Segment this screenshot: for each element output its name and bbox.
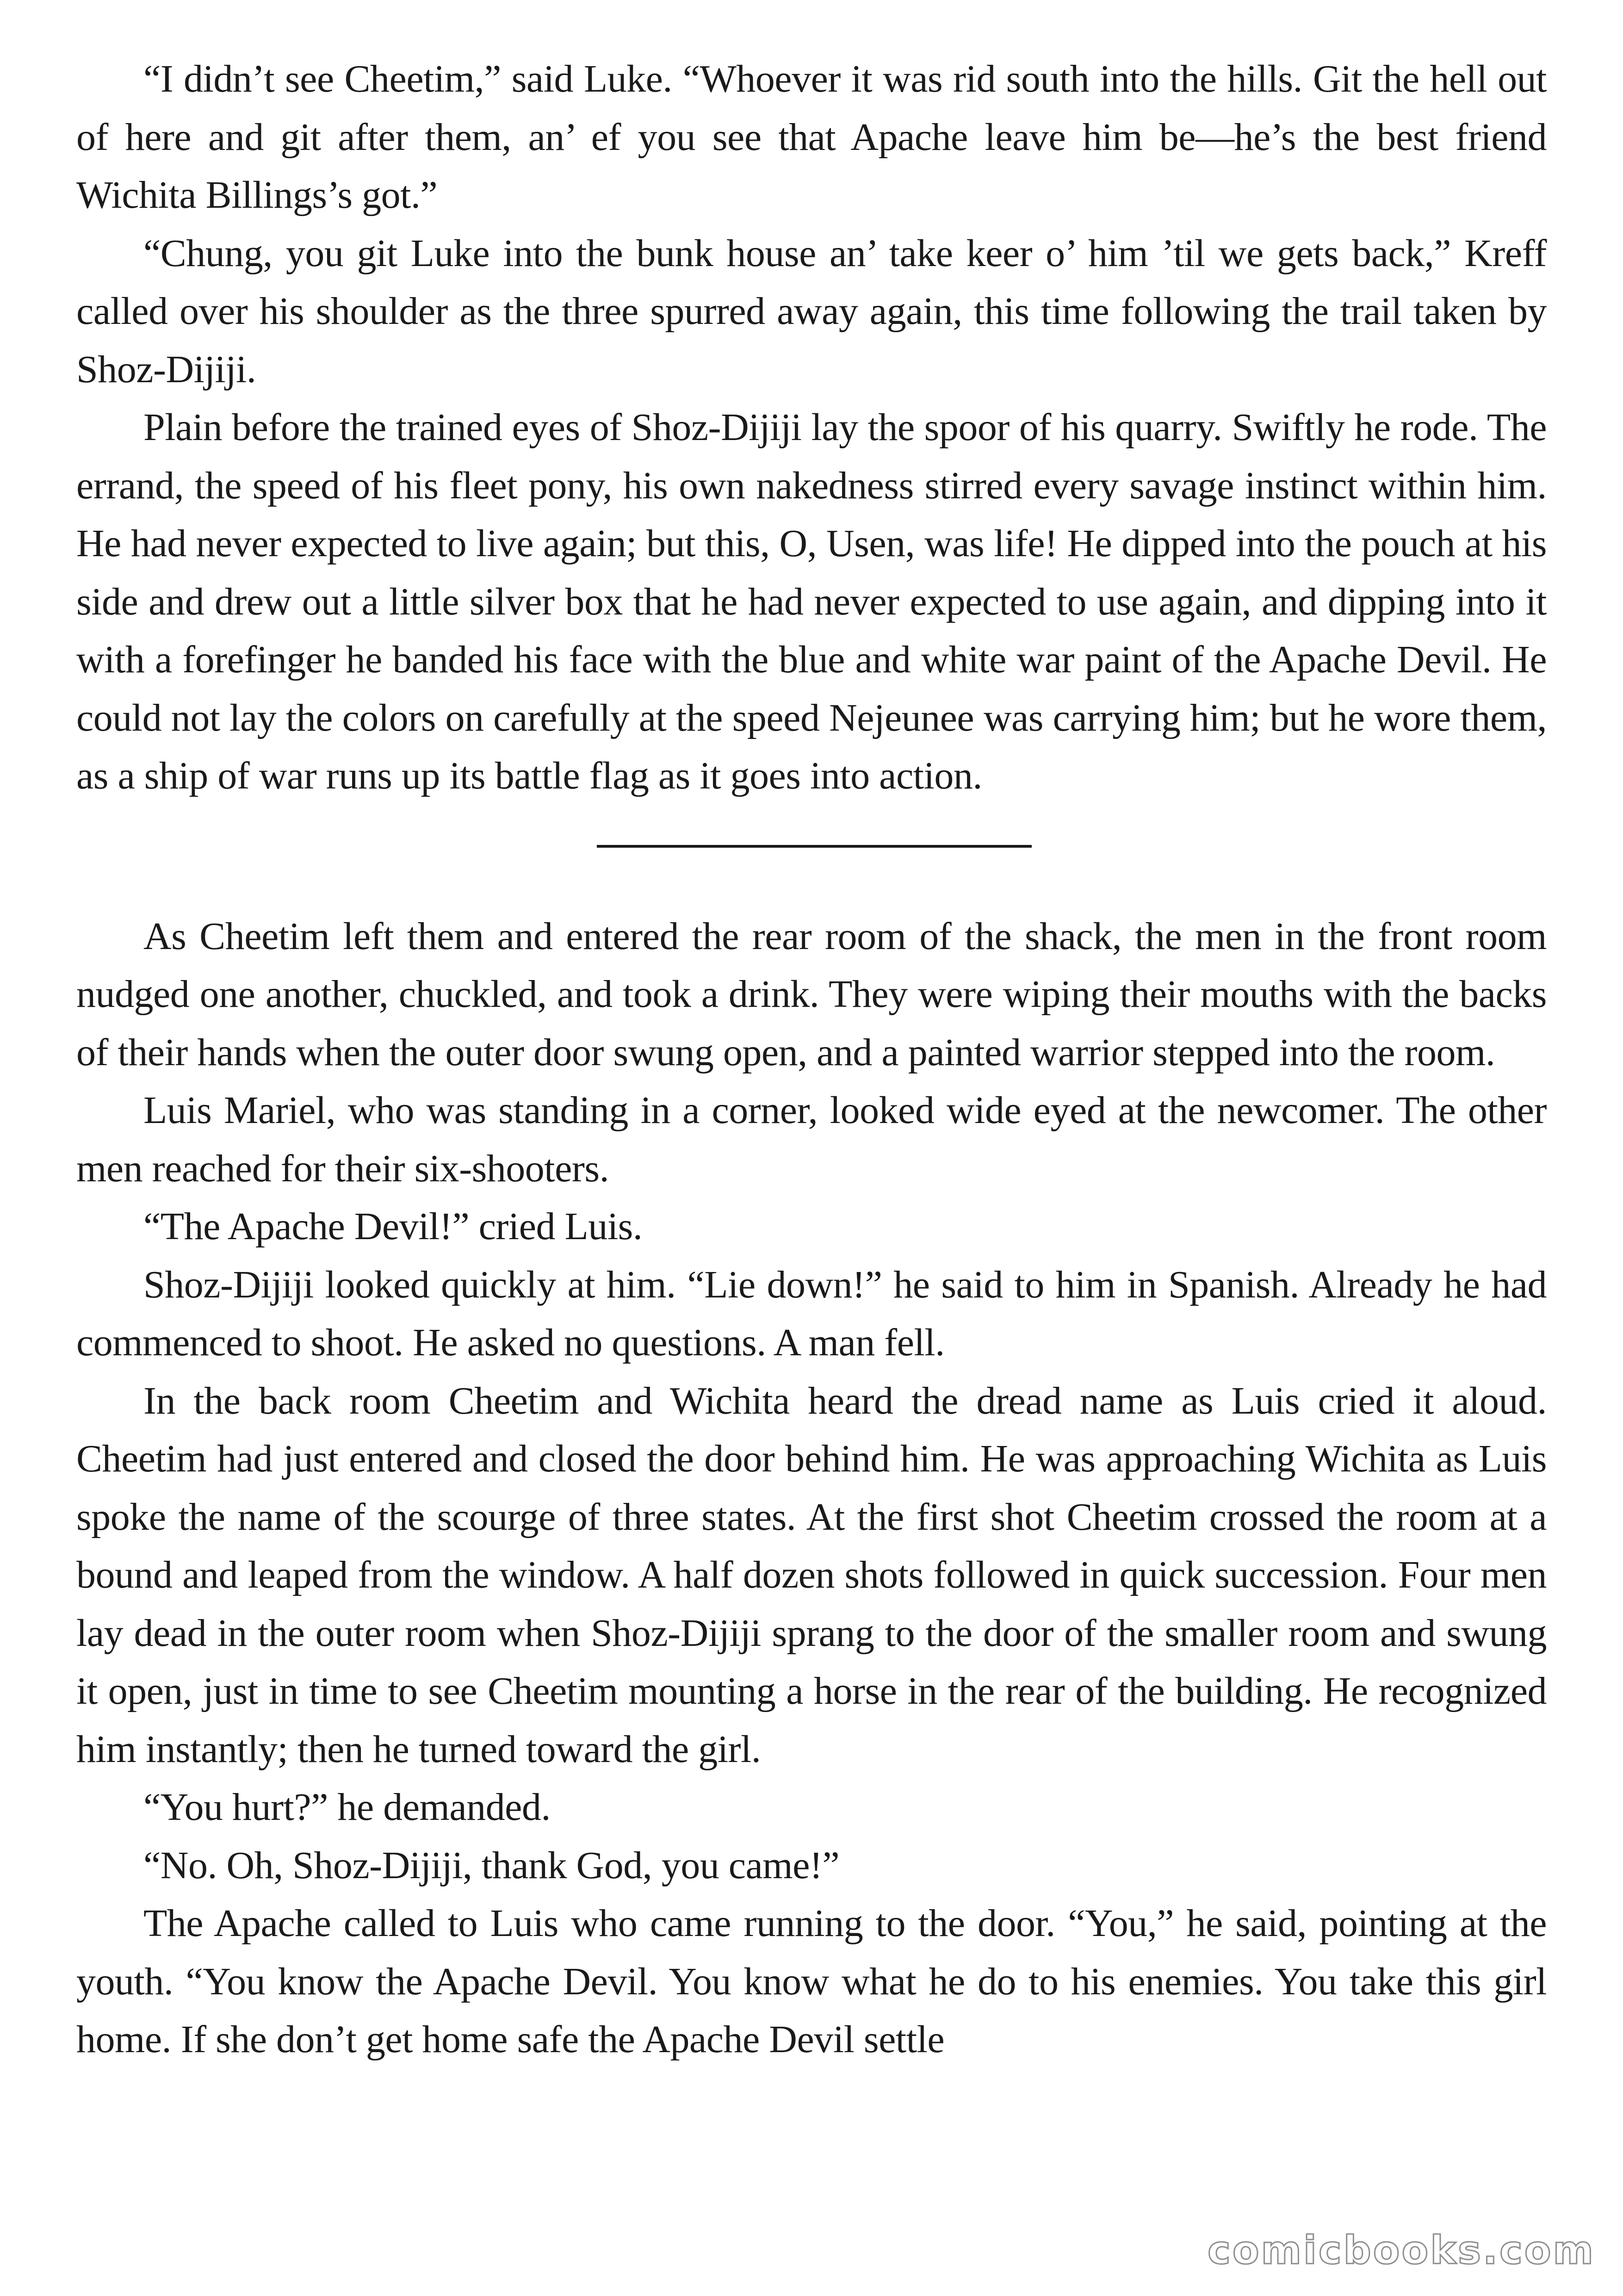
paragraph: Plain before the trained eyes of Shoz-Dijiji lay the spoor of his quarry. Swiftly he rode. The errand, the speed of his fleet pony, his own nakedness stirred every savage instinct within him. He had never expected to live again; but this, O, Usen, was life! He dipped into the pouch at his side and drew out a little silver box that he had never expected to use again, and dipping into it with a forefinger he banded his face with the blue and white war paint of the Apache Devil. He could not lay the colors on carefully at the speed Nejeunee was carrying him; but he wore them, as a ship of war runs up its battle flag as it goes into action. [76, 406, 1547, 797]
paragraph: Shoz-Dijiji looked quickly at him. “Lie down!” he said to him in Spanish. Already he had commenced to shoot. He asked no questions. A man fell. [76, 1263, 1547, 1364]
paragraph: “No. Oh, Shoz-Dijiji, thank God, you came!” [143, 1843, 840, 1887]
paragraph: As Cheetim left them and entered the rear room of the shack, the men in the front room nudged one another, chuckled, and took a drink. They were wiping their mouths with the backs of their hands when the outer door swung open, and a painted warrior stepped into the room. [76, 914, 1547, 1074]
section-divider-rule [597, 845, 1032, 848]
watermark: comicbooks.com [1208, 2228, 1595, 2273]
section-break [76, 805, 1547, 907]
paragraph: In the back room Cheetim and Wichita heard the dread name as Luis cried it aloud. Cheetim had just entered and closed the door behind him. He was approaching Wichita as Luis spoke the name of the scourge of three states. At the first shot Cheetim crossed the room at a bound and leaped from the window. A half dozen shots followed in quick succession. Four men lay dead in the outer room when Shoz-Dijiji sprang to the door of the smaller room and swung it open, just in time to see Cheetim mounting a horse in the rear of the building. He recognized him instantly; then he turned toward the girl. [76, 1379, 1547, 1771]
paragraph: “I didn’t see Cheetim,” said Luke. “Whoever it was rid south into the hills. Git the hell out of here and git after them, an’ ef you see that Apache leave him be—he’s the best friend Wichita Billings’s got.” [76, 57, 1547, 217]
page-body [76, 50, 1547, 2069]
paragraph: “The Apache Devil!” cried Luis. [143, 1205, 643, 1248]
paragraph: “You hurt?” he demanded. [143, 1786, 551, 1829]
paragraph: Luis Mariel, who was standing in a corner, looked wide eyed at the newcomer. The other men reached for their six-shooters. [76, 1089, 1547, 1190]
paragraph: “Chung, you git Luke into the bunk house an’ take keer o’ him ’til we gets back,” Kreff called over his shoulder as the three spurred away again, this time following the trail taken by Shoz-Dijiji. [76, 231, 1547, 391]
paragraph: The Apache called to Luis who came running to the door. “You,” he said, pointing at the youth. “You know the Apache Devil. You know what he do to his enemies. You take this girl home. If she don’t get home safe the Apache Devil settle [76, 1902, 1547, 2061]
